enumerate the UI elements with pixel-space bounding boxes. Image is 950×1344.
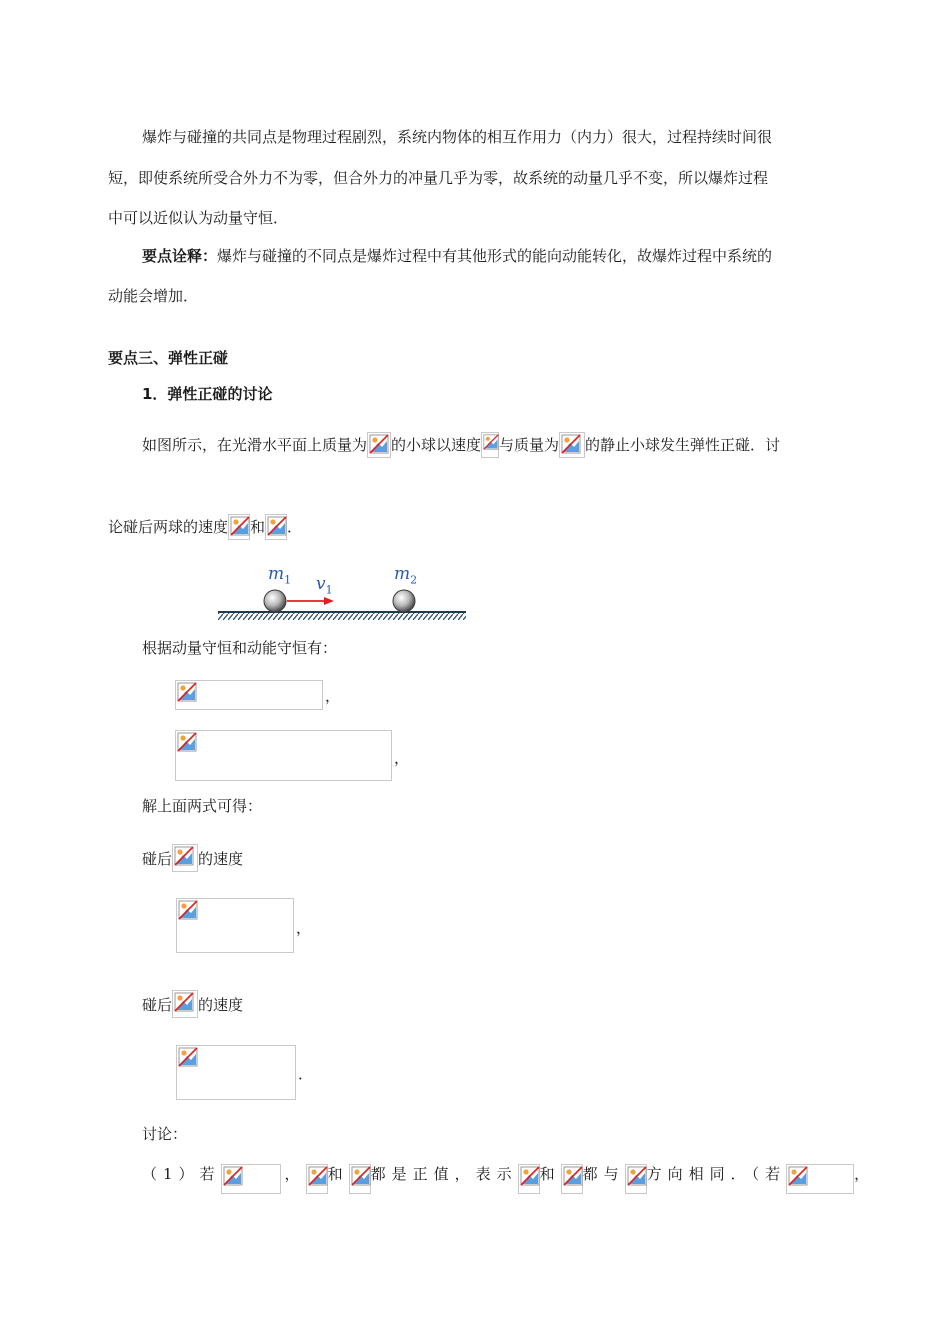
broken-image-icon: [178, 1047, 198, 1067]
broken-image-icon: [174, 846, 194, 866]
equation-image-v2-prime: [176, 1045, 296, 1100]
subsection-heading: 1．弹性正碰的讨论: [142, 385, 273, 403]
broken-image-icon: [369, 434, 389, 454]
formula-image: [367, 432, 391, 458]
formula-image: [625, 1164, 647, 1194]
broken-image-icon: [483, 434, 499, 450]
broken-image-icon: [627, 1166, 647, 1186]
ball-m1: [264, 590, 286, 612]
text-span: 与质量为: [499, 436, 560, 454]
text-span: （1）若: [142, 1165, 221, 1183]
diagram-graphic: [218, 566, 468, 626]
paragraph-line: 短，即使系统所受合外力不为零，但合外力的冲量几乎为零，故系统的动量几乎不变，所以爆炸过程: [108, 169, 769, 187]
velocity-arrow-head: [324, 597, 334, 605]
after-collision-line: [142, 990, 243, 1018]
broken-image-icon: [223, 1166, 243, 1186]
ground-hatch: [218, 613, 466, 620]
text-span: 和: [327, 1165, 349, 1183]
text-span: 都是正值，表示: [370, 1165, 518, 1183]
text-span: 的速度: [198, 996, 244, 1014]
note-text: 爆炸与碰撞的不同点是爆炸过程中有其他形式的能向动能转化，故爆炸过程中系统的: [217, 247, 773, 265]
comma: ，: [296, 919, 312, 937]
after-collision-line: [142, 844, 243, 872]
broken-image-icon: [563, 1166, 583, 1186]
formula-image: [561, 1164, 583, 1194]
broken-image-icon: [174, 992, 194, 1012]
text-span: ．: [287, 518, 303, 536]
formula-image: [221, 1164, 281, 1194]
conservation-text: 根据动量守恒和动能守恒有：: [142, 639, 338, 657]
text-span: 论碰后两球的速度: [108, 518, 229, 536]
broken-image-icon: [561, 434, 581, 454]
comma: ，: [394, 749, 410, 767]
formula-image: [265, 514, 287, 540]
formula-image: [786, 1164, 854, 1194]
velocity1-label: $v_1$: [316, 574, 333, 597]
comma: ，: [325, 687, 341, 705]
mass2-label: $m_2$: [394, 564, 418, 587]
text-span: 方向相同．（若: [646, 1165, 787, 1183]
broken-image-icon: [177, 682, 197, 702]
text-span: 的速度: [198, 850, 244, 868]
note-line: [142, 246, 772, 266]
formula-image: [306, 1164, 328, 1194]
text-span: 的静止小球发生弹性正碰．讨: [585, 436, 781, 454]
text-span: 碰后: [142, 850, 173, 868]
text-span: 如图所示，在光滑水平面上质量为: [142, 436, 368, 454]
formula-image: [228, 514, 250, 540]
text-span: ，: [284, 1165, 306, 1183]
intro-line: [142, 432, 780, 458]
formula-image: [349, 1164, 371, 1194]
section-heading: 要点三、弹性正碰: [108, 349, 229, 367]
broken-image-icon: [267, 516, 287, 536]
text-span: 的小球以速度: [391, 436, 482, 454]
broken-image-icon: [788, 1166, 808, 1186]
formula-image: [481, 432, 499, 458]
broken-image-icon: [308, 1166, 328, 1186]
text-span: 都与: [582, 1165, 625, 1183]
formula-image: [559, 432, 585, 458]
paragraph-line: 爆炸与碰撞的共同点是物理过程剧烈，系统内物体的相互作用力（内力）很大，过程持续时间很: [142, 128, 773, 146]
collision-diagram: [218, 566, 468, 626]
discussion-label: 讨论：: [142, 1125, 188, 1143]
ball-m2: [393, 590, 415, 612]
broken-image-icon: [520, 1166, 540, 1186]
paragraph-line: 中可以近似认为动量守恒．: [108, 209, 289, 227]
formula-image: [172, 844, 198, 872]
broken-image-icon: [177, 732, 197, 752]
formula-image: [172, 990, 198, 1018]
case-line: [142, 1164, 869, 1194]
broken-image-icon: [178, 900, 198, 920]
equation-image-momentum: [175, 680, 323, 710]
equation-image-v1-prime: [176, 898, 294, 953]
text-span: 碰后: [142, 996, 173, 1014]
solve-text: 解上面两式可得：: [142, 797, 263, 815]
broken-image-icon: [351, 1166, 371, 1186]
text-span: 和: [250, 518, 266, 536]
mass1-label: $m_1$: [268, 564, 292, 587]
text-span: ，: [854, 1165, 870, 1183]
text-span: 和: [539, 1165, 561, 1183]
formula-image: [518, 1164, 540, 1194]
period: ．: [298, 1065, 314, 1083]
broken-image-icon: [230, 516, 250, 536]
note-label: 要点诠释：: [142, 247, 218, 265]
equation-image-energy: [175, 730, 392, 781]
note-line: 动能会增加．: [108, 287, 199, 305]
intro-line: [108, 514, 302, 540]
